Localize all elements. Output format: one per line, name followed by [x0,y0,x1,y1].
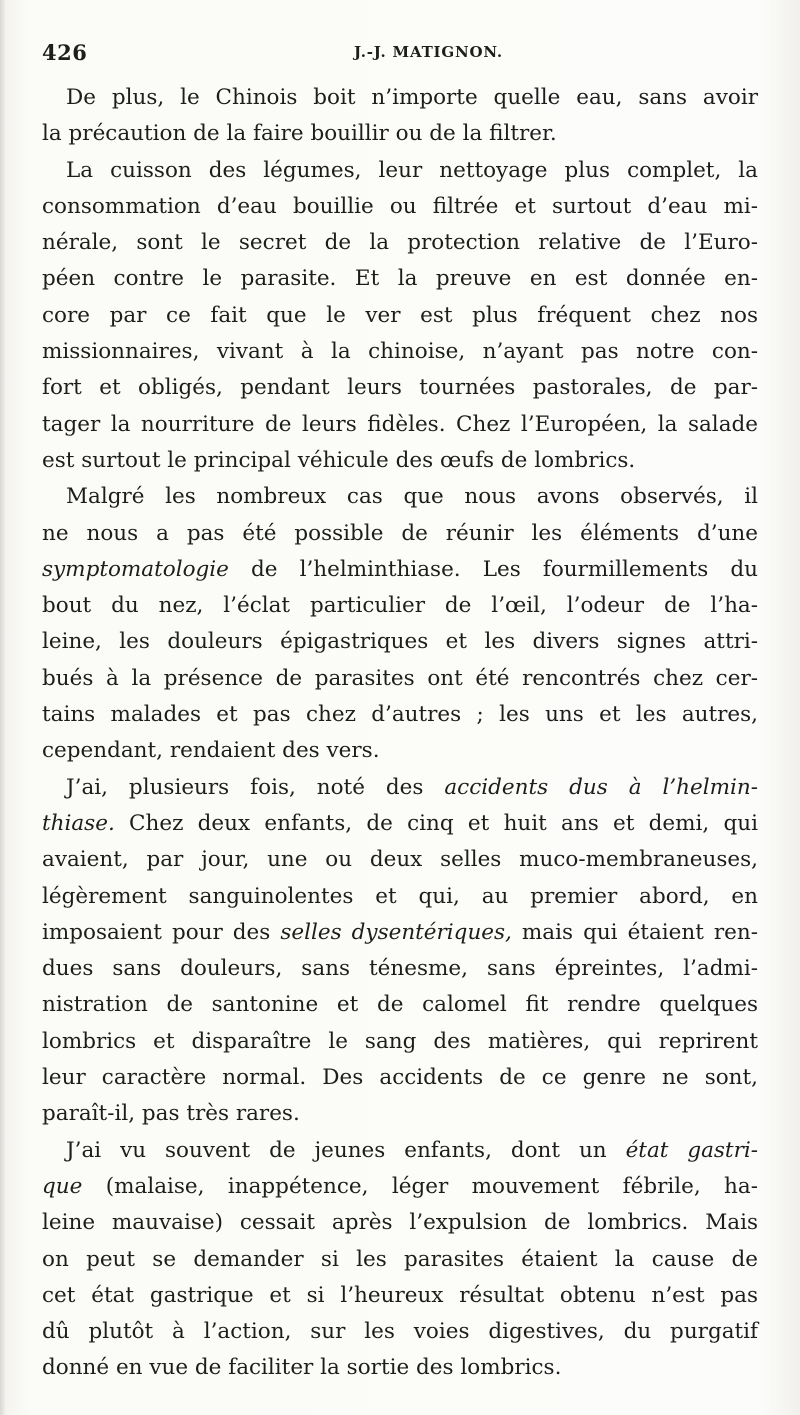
text-segment: ne nous a pas été possible de réunir les éléments d’une [42,520,758,546]
text-segment: core par ce fait que le ver est plus fréquent chez nos [42,302,758,328]
text-segment: mais qui étaient ren- [511,919,758,945]
text-line [42,443,758,479]
italic-segment: état gastri- [625,1137,758,1163]
text-segment: péen contre le parasite. Et la preuve en est donnée en- [42,266,758,292]
text-segment: de l’helminthiase. Les fourmillements du [228,556,758,582]
text-segment: J’ai, plusieurs fois, noté des [66,774,445,800]
text-line [42,915,758,951]
text-line [42,261,758,297]
text-line [42,661,758,697]
text-segment: Malgré les nombreux cas que nous avons observés, il [66,484,758,510]
page-number: 426 [42,40,88,65]
text-segment: bout du nez, l’éclat particulier de l’œil, l’odeur de l’ha- [42,593,758,619]
text-segment: dues sans douleurs, sans ténesme, sans épreintes, l’admi- [42,956,758,982]
text-segment: La cuisson des légumes, leur nettoyage plus complet, la [66,157,758,183]
page-gutter-shadow [0,0,6,1415]
italic-segment: accidents dus à l’helmin- [444,774,758,800]
text-segment: missionnaires, vivant à la chinoise, n’ayant pas notre con- [42,339,758,365]
body-text [42,80,758,1387]
text-line [42,407,758,443]
page-header [42,40,758,70]
text-segment: (malaise, inappétence, léger mouvement fébrile, ha- [82,1173,758,1199]
text-line [42,298,758,334]
text-line [42,1060,758,1096]
text-line [42,225,758,261]
text-line [42,116,758,152]
text-line [42,806,758,842]
text-segment: dû plutôt à l’action, sur les voies digestives, du purgatif [42,1319,758,1345]
text-segment: lombrics et disparaître le sang des matières, qui reprirent [42,1028,758,1054]
text-line [42,1205,758,1241]
text-segment: Chez deux enfants, de cinq et huit ans et demi, qui [114,810,758,836]
text-segment: est surtout le principal véhicule des œufs de lombrics. [42,447,636,473]
text-segment: cet état gastrique et si l’heureux résultat obtenu n’est pas [42,1282,758,1308]
text-segment: légèrement sanguinolentes et qui, au premier abord, en [42,883,758,909]
text-line [42,516,758,552]
italic-segment: que [42,1173,83,1199]
text-segment: leine, les douleurs épigastriques et les divers signes attri- [42,629,758,655]
text-line [42,1169,758,1205]
running-head: J.-J. MATIGNON. [354,43,503,61]
text-line [42,479,758,515]
text-line [42,624,758,660]
text-line [42,697,758,733]
text-line [42,879,758,915]
text-segment: nérale, sont le secret de la protection relative de l’Euro- [42,230,758,256]
text-line [42,1278,758,1314]
text-segment: consommation d’eau bouillie ou filtrée et surtout d’eau mi- [42,193,758,219]
text-segment: donné en vue de faciliter la sortie des lombrics. [42,1355,562,1381]
text-segment: avaient, par jour, une ou deux selles muco-membraneuses, [42,847,758,873]
text-line [42,733,758,769]
text-line [42,334,758,370]
text-line [42,987,758,1023]
italic-segment: selles dysentériques, [280,919,512,945]
text-segment: la précaution de la faire bouillir ou de la filtrer. [42,121,557,147]
italic-segment: thiase. [42,810,115,836]
text-segment: De plus, le Chinois boit n’importe quelle eau, sans avoir [66,85,758,110]
text-line [42,153,758,189]
text-line [42,189,758,225]
text-line [42,951,758,987]
text-line [42,1133,758,1169]
text-segment: fort et obligés, pendant leurs tournées pastorales, de par- [42,375,758,401]
text-segment: on peut se demander si les parasites étaient la cause de [42,1246,758,1272]
text-line [42,770,758,806]
text-segment: paraît-il, pas très rares. [42,1101,300,1127]
text-line [42,1024,758,1060]
text-segment: J’ai vu souvent de jeunes enfants, dont un [66,1137,626,1163]
text-line [42,1242,758,1278]
text-segment: nistration de santonine et de calomel fit rendre quelques [42,992,758,1018]
text-line [42,370,758,406]
text-line [42,1096,758,1132]
text-line [42,842,758,878]
text-segment: leur caractère normal. Des accidents de ce genre ne sont, [42,1065,758,1091]
text-segment: imposaient pour des [42,919,281,945]
text-line [42,1350,758,1386]
text-line [42,588,758,624]
text-line [42,552,758,588]
text-segment: tager la nourriture de leurs fidèles. Chez l’Européen, la salade [42,411,758,437]
text-segment: tains malades et pas chez d’autres ; les uns et les autres, [42,702,758,728]
text-line [42,1314,758,1350]
text-line [42,80,758,116]
text-segment: cependant, rendaient des vers. [42,738,380,764]
italic-segment: symptomatologie [42,556,229,582]
text-segment: bués à la présence de parasites ont été rencontrés chez cer- [42,665,758,691]
text-segment: leine mauvaise) cessait après l’expulsion de lombrics. Mais [42,1210,758,1236]
